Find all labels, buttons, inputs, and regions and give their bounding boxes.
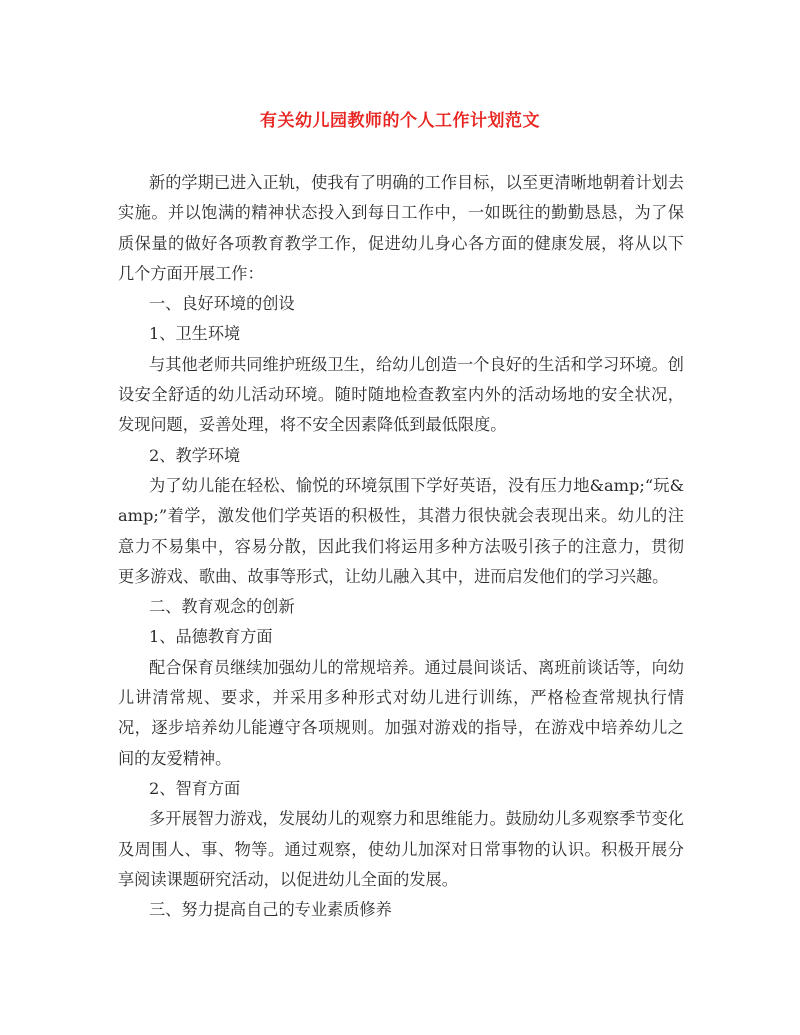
paragraph-moral-education: 配合保育员继续加强幼儿的常规培养。通过晨间谈话、离班前谈话等，向幼儿讲清常规、要求，并采用多种形式对幼儿进行训练，严格检查常规执行情况，逐步培养幼儿能遵守各项规则。加强对游戏的指导，在游戏中培养幼儿之间的友爱精神。: [118, 657, 684, 768]
paragraph-intellectual-education: 多开展智力游戏，发展幼儿的观察力和思维能力。鼓励幼儿多观察季节变化及周围人、事、物等。通过观察，使幼儿加深对日常事物的认识。积极开展分享阅读课题研究活动，以促进幼儿全面的发展。: [118, 809, 684, 889]
paragraph-teaching-environment: 为了幼儿能在轻松、愉悦的环境氛围下学好英语，没有压力地&amp;“玩&amp;”着学，激发他们学英语的积极性，其潜力很快就会表现出来。幼儿的注意力不易集中，容易分散，因此我们将运用多种方法吸引孩子的注意力，贯彻更多游戏、歌曲、故事等形式，让幼儿融入其中，进而启发他们的学习兴趣。: [118, 475, 684, 586]
page-title: 有关幼儿园教师的个人工作计划范文: [260, 111, 540, 131]
section-heading-environment: 一、良好环境的创设: [149, 294, 295, 314]
subheading-teaching-environment: 2、教学环境: [149, 445, 241, 465]
document-body: [118, 168, 684, 925]
section-heading-education-concept: 二、教育观念的创新: [149, 597, 295, 617]
paragraph-intro: 新的学期已进入正轨，使我有了明确的工作目标，以至更清晰地朝着计划去实施。并以饱满的精神状态投入到每日工作中，一如既往的勤勤恳恳，为了保质保量的做好各项教育教学工作，促进幼儿身心各方面的健康发展，将从以下几个方面开展工作：: [118, 173, 684, 283]
paragraph-hygiene: 与其他老师共同维护班级卫生，给幼儿创造一个良好的生活和学习环境。创设安全舒适的幼儿活动环境。随时随地检查教室内外的活动场地的安全状况，发现问题，妥善处理，将不安全因素降低到最低限度。: [118, 354, 684, 435]
subheading-intellectual-education: 2、智育方面: [149, 778, 241, 798]
subheading-moral-education: 1、品德教育方面: [149, 627, 273, 647]
subheading-hygiene: 1、卫生环境: [149, 324, 241, 344]
section-heading-professional-quality: 三、努力提高自己的专业素质修养: [149, 900, 392, 920]
